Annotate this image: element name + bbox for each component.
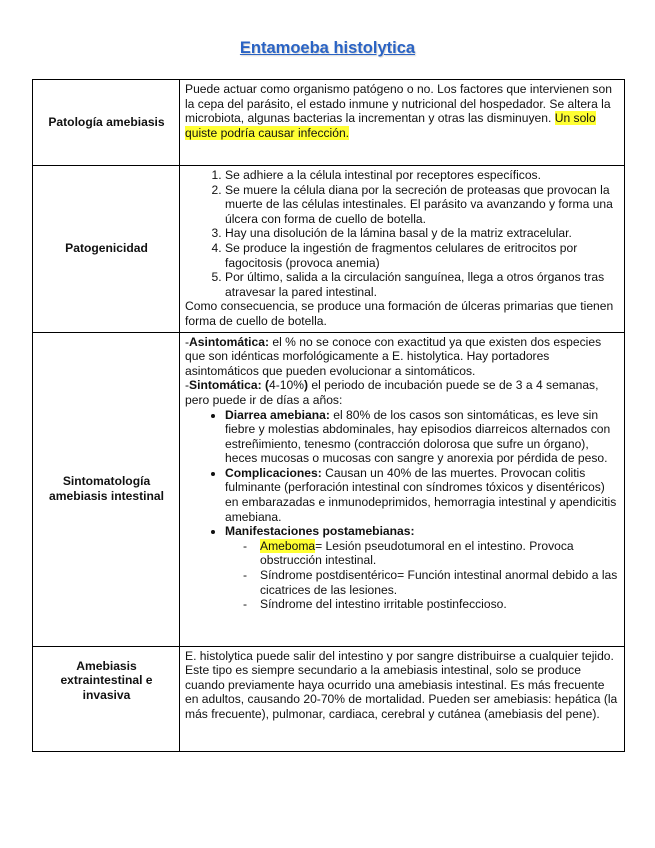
asintomatica-text: el % no se conoce con exactitud ya que existen dos especies que son idénticas morfológicamente a E. histolytica. Hay portadores asintomáticos que pueden evolucionar a sintomáticos. xyxy=(185,334,602,378)
asintomatica-paragraph xyxy=(185,335,620,379)
sub-list-item xyxy=(243,539,620,568)
sub-list xyxy=(225,539,620,612)
page-title: Entamoeba histolytica xyxy=(239,39,416,57)
list-item: 1. Se adhiere a la célula intestinal por receptores específicos. xyxy=(225,168,620,183)
list-item: 2. Se muere la célula diana por la secreción de proteasas que provocan la muerte de las células intestinales. El parásito va avanzando y forma una úlcera con forma de cuello de botella. xyxy=(225,183,620,227)
row-label: Patología amebiasis xyxy=(33,80,180,166)
row-content: E. histolytica puede salir del intestino y por sangre distribuirse a cualquier tejido. Este tipo es siempre secundario a la amebiasis intestinal, solo se produce cuando previamente haya ocurrido una amebiasis intestinal. Es más frecuente en adultos, causando 20-70% de mortalidad. Pueden ser amebiasis: hepática (la más frecuente), pulmonar, cardiaca, cerebral y cutánea (amebiasis del pene). xyxy=(180,646,625,751)
dash-prefix: - xyxy=(185,378,190,393)
patologia-text: Puede actuar como organismo patógeno o no. Los factores que intervienen son la cepa del parásito, el estado inmune y nutricional del hospedador. Se altera la microbiota, algunas bacterias la incrementan y otras las disminuyen. xyxy=(185,82,612,126)
sintomatica-close: ) xyxy=(303,378,308,393)
row-label: Patogenicidad xyxy=(33,166,180,333)
table-row-patogenicidad xyxy=(33,166,625,333)
sintomatica-paragraph xyxy=(185,378,620,407)
highlighted-text: Ameboma xyxy=(260,538,316,553)
numbered-list xyxy=(185,168,620,299)
info-table xyxy=(32,79,625,752)
table-row-sintomatologia xyxy=(33,332,625,646)
sintomatica-text: el periodo de incubación puede se de 3 a 4 semanas, pero puede ir de días a años: xyxy=(185,378,599,407)
list-item xyxy=(225,466,620,524)
bullet-list xyxy=(185,408,620,612)
list-item: 3. Hay una disolución de la lámina basal y de la matriz extracelular. xyxy=(225,226,620,241)
sub-list-item: - Síndrome del intestino irritable postinfeccioso. xyxy=(243,597,620,612)
row-label: Sintomatología amebiasis intestinal xyxy=(33,332,180,646)
item-label: Diarrea amebiana: xyxy=(225,407,330,422)
row-label: Amebiasis extraintestinal e invasiva xyxy=(33,646,180,751)
dash-prefix: - xyxy=(185,334,190,349)
list-item: 4. Se produce la ingestión de fragmentos celulares de eritrocitos por fagocitosis (provoca anemia) xyxy=(225,241,620,270)
highlighted-text: Un solo quiste podría causar infección. xyxy=(185,111,596,140)
item-label: Complicaciones: xyxy=(225,465,322,480)
row-content xyxy=(180,80,625,166)
sub-list-item: - Síndrome postdisentérico= Función intestinal anormal debido a las cicatrices de las lesiones. xyxy=(243,568,620,597)
table-row-extraintestinal xyxy=(33,646,625,751)
sintomatica-label: Sintomática: ( xyxy=(189,378,269,393)
list-item xyxy=(225,524,620,612)
item-label: Manifestaciones postamebianas: xyxy=(225,524,415,539)
sub-item-text: = Lesión pseudotumoral en el intestino. Provoca obstrucción intestinal. xyxy=(260,538,574,568)
list-item: 5. Por último, salida a la circulación sanguínea, llega a otros órganos tras atravesar la pared intestinal. xyxy=(225,270,620,299)
item-text: el 80% de los casos son sintomáticas, es leve sin fiebre y molestias abdominales, hay episodios diarreicos alternados con estreñimiento, tenesmo (contracción dolorosa que sufre un órgano), heces mucosas o mucosas con sangre y anorexia por pérdida de peso. xyxy=(225,407,611,466)
row-content xyxy=(180,166,625,333)
table-row-patologia xyxy=(33,80,625,166)
sintomatica-percent: 4-10% xyxy=(269,378,304,393)
patogenicidad-conclusion: Como consecuencia, se produce una formación de úlceras primarias que tienen forma de cuello de botella. xyxy=(185,299,614,328)
row-content xyxy=(180,332,625,646)
item-text: Causan un 40% de las muertes. Provocan colitis fulminante (perforación intestinal con síndromes tóxicos y disentéricos) en embarazadas e inmunodeprimidos, hemorragia intestinal y apendicitis amebiana. xyxy=(225,465,617,524)
asintomatica-label: Asintomática: xyxy=(189,334,269,349)
list-item xyxy=(225,408,620,466)
